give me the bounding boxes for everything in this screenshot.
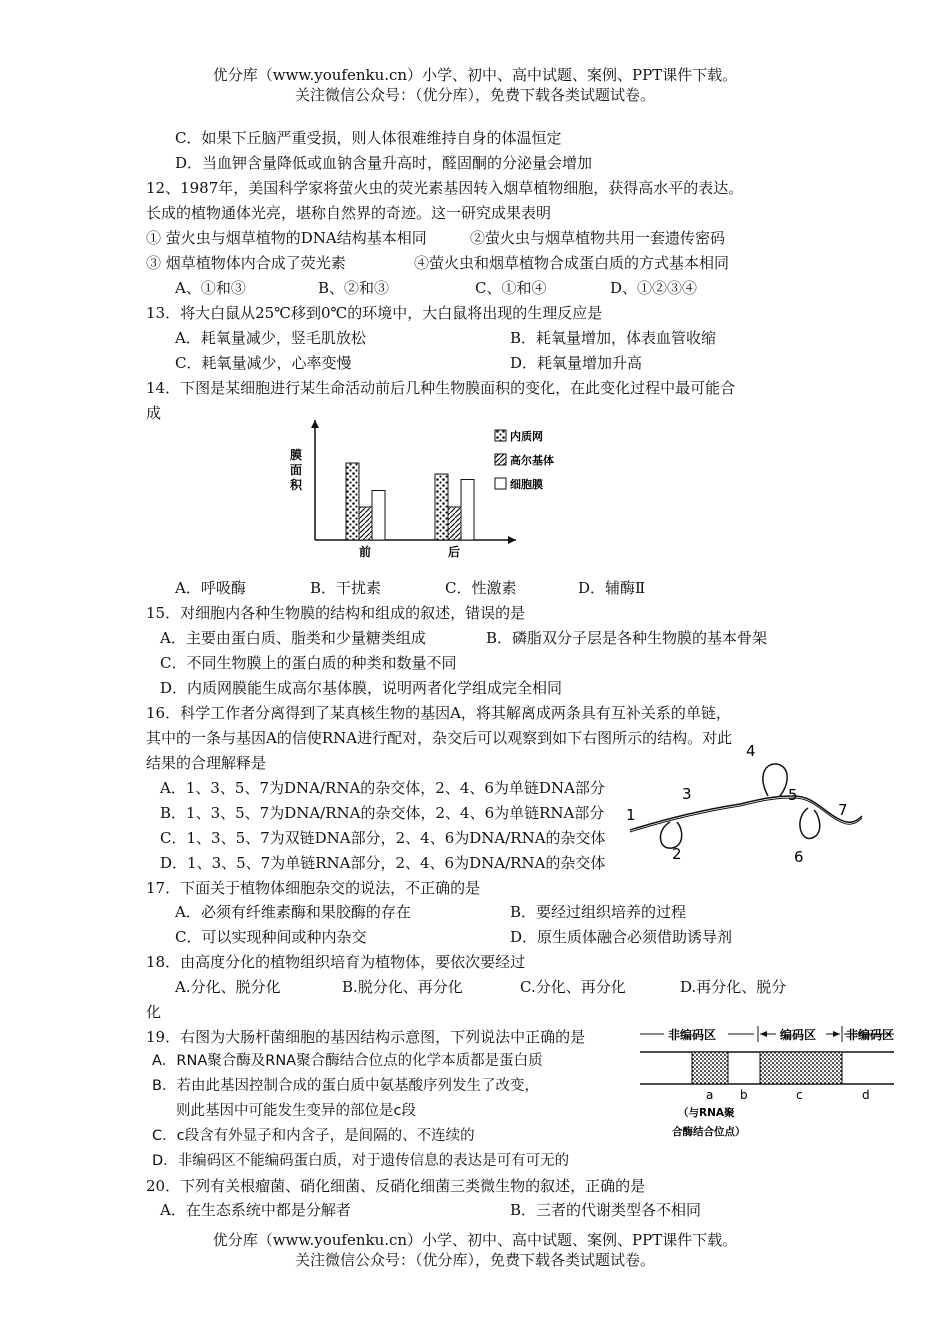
q18-option-b: B.脱分化、再分化 (342, 978, 463, 996)
site-note-2: 合酶结合位点） (672, 1126, 746, 1138)
legend-label-3: 细胞膜 (510, 478, 543, 491)
header-line-1: 优分库（www.youfenku.cn）小学、初中、高中试题、案例、PPT课件下载。 (212, 66, 738, 84)
bar-before-1 (346, 463, 359, 540)
q12-option-d: D、①②③④ (610, 279, 698, 297)
q12-option-c: C、①和④ (475, 279, 547, 297)
q14-option-b: B．干扰素 (310, 579, 382, 597)
q17-option-c: C．可以实现种间或种内杂交 (175, 928, 367, 946)
label-7: 7 (838, 801, 848, 819)
noncoding-right-label: 非编码区 (846, 1028, 895, 1042)
q13-stem: 13．将大白鼠从25℃移到0℃的环境中，大白鼠将出现的生理反应是 (146, 304, 603, 322)
q12-stem-1: 12、1987年，美国科学家将萤火虫的荧光素基因转入烟草植物细胞，获得高水平的表达。 (146, 179, 744, 197)
q16-stem-1: 16．科学工作者分离得到了某真核生物的基因A，将其解离成两条具有互补关系的单链， (146, 704, 731, 722)
segment-c (760, 1052, 842, 1084)
q19-option-b-1: B．若由此基因控制合成的蛋白质中氨基酸序列发生了改变， (152, 1078, 539, 1094)
q12-option-b: B、②和③ (318, 279, 390, 297)
legend-label-2: 高尔基体 (510, 454, 554, 467)
bar-after-1 (435, 474, 448, 540)
q16-option-c: C．1、3、5、7为双链DNA部分，2、4、6为DNA/RNA的杂交体 (160, 829, 606, 847)
loop-4 (763, 764, 787, 796)
q18-option-d: D.再分化、脱分 (680, 978, 787, 996)
chart-legend (495, 429, 554, 491)
y-axis-label-1: 膜 (290, 448, 303, 462)
category-label-2: 后 (448, 545, 461, 559)
q12-statement-1: ① 萤火虫与烟草植物的DNA结构基本相同 (146, 229, 427, 247)
bar-before-2 (359, 507, 372, 540)
q17-stem: 17．下面关于植物体细胞杂交的说法，不正确的是 (146, 879, 481, 897)
q20-option-a: A．在生态系统中都是分解者 (160, 1201, 351, 1219)
bar-before-3 (372, 491, 385, 541)
q19-option-d: D．非编码区不能编码蛋白质，对于遗传信息的表达是可有可无的 (152, 1153, 570, 1169)
q20-option-b: B．三者的代谢类型各不相同 (510, 1201, 702, 1219)
label-a: a (706, 1088, 714, 1102)
q15-option-d: D．内质网膜能生成高尔基体膜，说明两者化学组成完全相同 (160, 679, 563, 697)
q12-statement-2: ②萤火虫与烟草植物共用一套遗传密码 (470, 229, 726, 247)
gene-structure-diagram (636, 1022, 896, 1147)
q12-statement-3: ③ 烟草植物体内合成了荧光素 (146, 254, 346, 272)
q14-stem-2: 成 (146, 404, 162, 422)
footer-line-2: 关注微信公众号：（优分库），免费下载各类试题试卷。 (294, 1251, 655, 1269)
q12-statement-4: ④萤火虫和烟草植物合成蛋白质的方式基本相同 (414, 254, 730, 272)
q11-option-d: D．当血钾含量降低或血钠含量升高时，醛固酮的分泌量会增加 (175, 154, 593, 172)
label-d: d (862, 1088, 870, 1102)
q13-option-d: D．耗氧量增加升高 (510, 354, 643, 372)
q16-stem-2: 其中的一条与基因A的信使RNA进行配对，杂交后可以观察到如下右图所示的结构。对此 (146, 729, 733, 747)
membrane-area-chart (280, 418, 570, 568)
label-b: b (740, 1088, 748, 1102)
category-label-1: 前 (359, 545, 372, 559)
q18-option-c: C.分化、再分化 (520, 978, 626, 996)
q14-stem-1: 14．下图是某细胞进行某生命活动前后几种生物膜面积的变化，在此变化过程中最可能合 (146, 379, 736, 397)
q17-option-a: A．必须有纤维素酶和果胶酶的存在 (175, 903, 411, 921)
q11-option-c: C．如果下丘脑严重受损，则人体很难维持自身的体温恒定 (175, 129, 562, 147)
bar-after-2 (448, 507, 461, 540)
loop-6 (800, 808, 820, 838)
q16-stem-3: 结果的合理解释是 (146, 754, 267, 772)
legend-swatch-2 (495, 454, 506, 465)
q15-stem: 15．对细胞内各种生物膜的结构和组成的叙述，错误的是 (146, 604, 526, 622)
q19-stem: 19．右图为大肠杆菌细胞的基因结构示意图，下列说法中正确的是 (146, 1028, 586, 1046)
q16-option-a: A．1、3、5、7为DNA/RNA的杂交体，2、4、6为单链DNA部分 (160, 779, 605, 797)
q13-option-c: C．耗氧量减少，心率变慢 (175, 354, 352, 372)
q15-option-c: C．不同生物膜上的蛋白质的种类和数量不同 (160, 654, 457, 672)
label-3: 3 (682, 785, 692, 803)
label-c: c (796, 1088, 803, 1102)
q17-option-b: B．要经过组织培养的过程 (510, 903, 687, 921)
label-6: 6 (794, 848, 804, 866)
q18-option-d-wrap: 化 (146, 1003, 162, 1021)
label-4: 4 (746, 742, 756, 760)
label-5: 5 (788, 786, 798, 804)
q16-option-d: D．1、3、5、7为单链RNA部分，2、4、6为DNA/RNA的杂交体 (160, 854, 606, 872)
q14-option-d: D．辅酶Ⅱ (578, 579, 646, 597)
hybrid-structure-diagram (622, 738, 872, 873)
y-axis-arrow (311, 420, 319, 428)
q13-option-a: A．耗氧量减少，竖毛肌放松 (175, 329, 366, 347)
q16-option-b: B．1、3、5、7为DNA/RNA的杂交体，2、4、6为单链RNA部分 (160, 804, 605, 822)
legend-swatch-3 (495, 478, 506, 489)
q13-option-b: B．耗氧量增加，体表血管收缩 (510, 329, 717, 347)
y-axis-label-3: 积 (290, 478, 303, 492)
segment-a (692, 1052, 728, 1084)
noncoding-left-label: 非编码区 (668, 1028, 717, 1042)
q12-stem-2: 长成的植物通体光亮，堪称自然界的奇迹。这一研究成果表明 (146, 204, 552, 222)
label-1: 1 (626, 806, 636, 824)
q20-stem: 20．下列有关根瘤菌、硝化细菌、反硝化细菌三类微生物的叙述，正确的是 (146, 1177, 646, 1195)
y-axis-label-2: 面 (290, 463, 303, 477)
q17-option-d: D．原生质体融合必须借助诱导剂 (510, 928, 733, 946)
q19-option-c: C．c段含有外显子和内含子，是间隔的、不连续的 (152, 1128, 475, 1144)
q14-option-a: A．呼吸酶 (175, 579, 246, 597)
q19-option-a: A．RNA聚合酶及RNA聚合酶结合位点的化学本质都是蛋白质 (152, 1053, 543, 1069)
q18-stem: 18．由高度分化的植物组织培育为植物体，要依次要经过 (146, 953, 526, 971)
q14-option-c: C．性激素 (445, 579, 517, 597)
legend-label-1: 内质网 (510, 430, 543, 443)
coding-label: 编码区 (780, 1028, 817, 1042)
bar-after-3 (461, 480, 474, 541)
label-2: 2 (672, 845, 682, 863)
legend-swatch-1 (495, 430, 506, 441)
footer-line-1: 优分库（www.youfenku.cn）小学、初中、高中试题、案例、PPT课件下载。 (212, 1231, 738, 1249)
site-note-1: （与RNA聚 (678, 1107, 735, 1119)
q19-option-b-2: 则此基因中可能发生变异的部位是c段 (176, 1103, 416, 1119)
q18-option-a: A.分化、脱分化 (175, 978, 281, 996)
header-line-2: 关注微信公众号：（优分库），免费下载各类试题试卷。 (294, 86, 655, 104)
q15-option-a: A．主要由蛋白质、脂类和少量糖类组成 (160, 629, 426, 647)
x-axis-arrow (508, 536, 516, 544)
q12-option-a: A、①和③ (175, 279, 246, 297)
q15-option-b: B．磷脂双分子层是各种生物膜的基本骨架 (486, 629, 768, 647)
